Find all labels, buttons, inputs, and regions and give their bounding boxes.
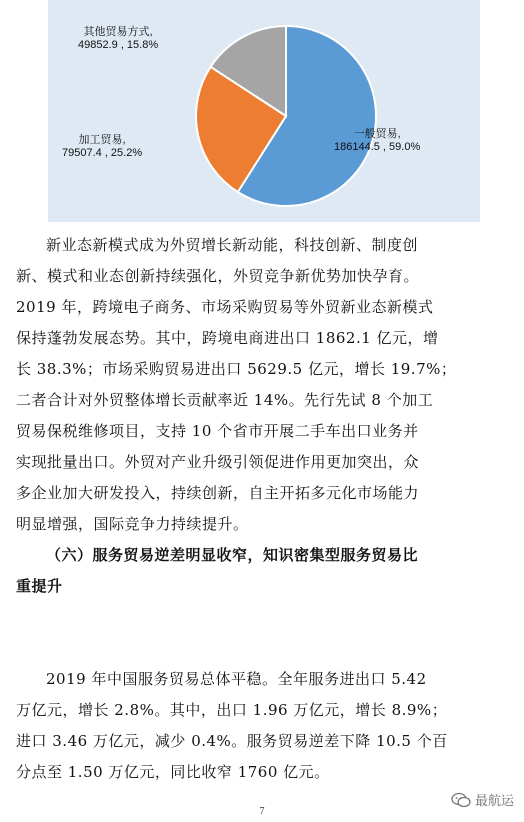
section-heading-services-trade <box>16 540 506 602</box>
slice-value: 186144.5 , 59.0% <box>334 141 421 153</box>
text-line: 实现批量出口。外贸对产业升级引领促进作用更加突出，众 <box>16 453 420 471</box>
slice-label-general-trade <box>334 128 420 154</box>
page-number: 7 <box>259 806 265 817</box>
slice-label-other-trade <box>78 26 158 52</box>
text-line: 万亿元，增长 2.8%。其中，出口 1.96 万亿元，增长 8.9%； <box>16 701 448 719</box>
watermark-text: 最航运 <box>474 794 514 809</box>
heading-line: 重提升 <box>16 577 63 595</box>
pie-chart <box>48 0 480 222</box>
paragraph-services-trade <box>16 664 506 788</box>
text-line: 二者合计对外贸整体增长贡献率近 14%。先行先试 8 个加工 <box>16 391 434 409</box>
text-line: 新业态新模式成为外贸增长新动能，科技创新、制度创 <box>46 236 419 254</box>
text-line: 分点至 1.50 万亿元，同比收窄 1760 亿元。 <box>16 763 330 781</box>
wechat-icon <box>451 792 471 808</box>
text-line: 新、模式和业态创新持续强化，外贸竞争新优势加快孕育。 <box>16 267 420 285</box>
text-line: 保持蓬勃发展态势。其中，跨境电商进出口 1862.1 亿元，增 <box>16 329 439 347</box>
slice-value: 49852.9 , 15.8% <box>78 39 159 51</box>
text-line: 2019 年中国服务贸易总体平稳。全年服务进出口 5.42 <box>46 670 427 688</box>
slice-value: 79507.4 , 25.2% <box>62 147 143 159</box>
text-line: 长 38.3%；市场采购贸易进出口 5629.5 亿元，增长 19.7%； <box>16 360 457 378</box>
slice-name: 一般贸易, <box>353 128 401 140</box>
slice-name: 其他贸易方式, <box>83 26 153 38</box>
text-line: 贸易保税维修项目，支持 10 个省市开展二手车出口业务并 <box>16 422 419 440</box>
slice-name: 加工贸易, <box>78 134 126 146</box>
watermark <box>451 790 514 809</box>
text-line: 明显增强，国际竞争力持续提升。 <box>16 515 249 533</box>
text-line: 多企业加大研发投入，持续创新，自主开拓多元化市场能力 <box>16 484 420 502</box>
slice-label-processing-trade <box>62 134 142 160</box>
text-line: 进口 3.46 万亿元，减少 0.4%。服务贸易逆差下降 10.5 个百 <box>16 732 448 750</box>
paragraph-new-business-models <box>16 230 506 540</box>
heading-line: （六）服务贸易逆差明显收窄，知识密集型服务贸易比 <box>46 546 419 564</box>
text-line: 2019 年，跨境电子商务、市场采购贸易等外贸新业态新模式 <box>16 298 434 316</box>
